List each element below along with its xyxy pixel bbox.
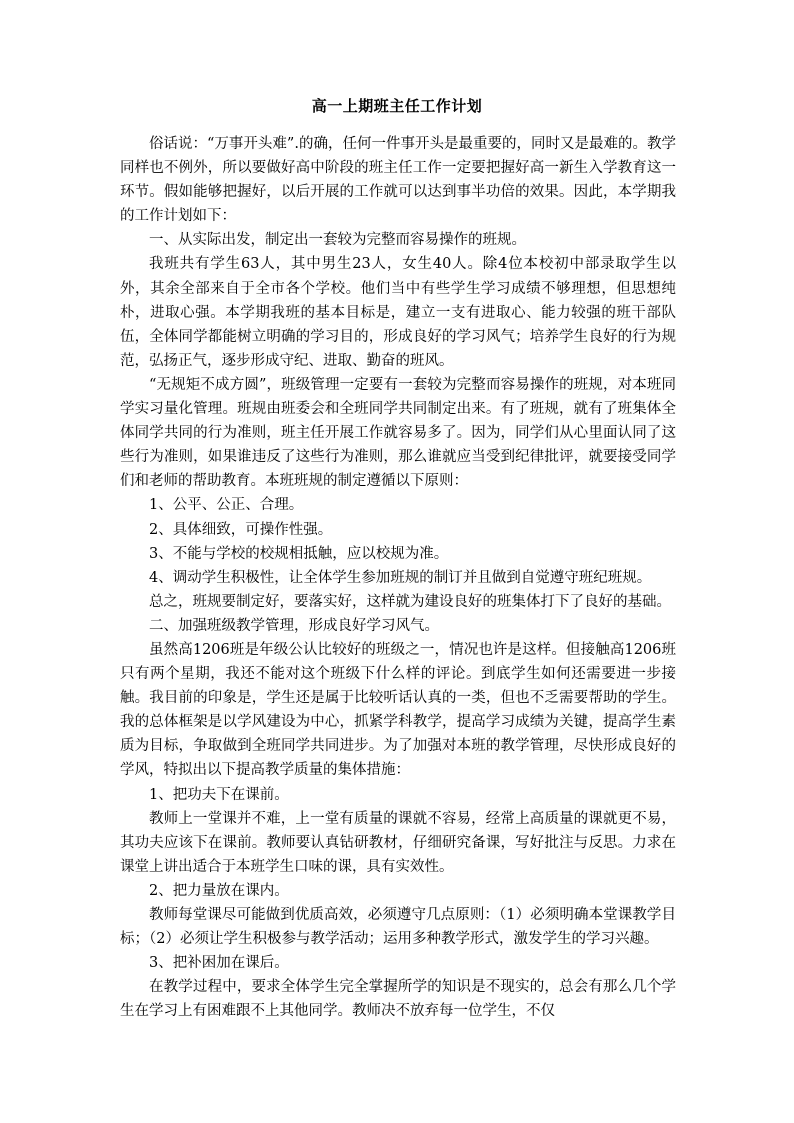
list-item-principle-2: 2、具体细致，可操作性强。: [149, 521, 333, 538]
list-item-principle-4: 4、调动学生积极性，让全体学生参加班规的制订并且做到自觉遵守班纪班规。: [149, 569, 652, 586]
paragraph-measure-2: 教师每堂课尽可能做到优质高效，必须遵守几点原则：（1）必须明确本堂课教学目标；（2）必须让学生积极参与教学活动；运用多种教学形式，激发学生的学习兴趣。: [120, 907, 676, 948]
list-item-measure-1: 1、把功夫下在课前。: [149, 786, 289, 803]
list-item-measure-2: 2、把力量放在课内。: [149, 882, 289, 899]
paragraph-class-overview: 我班共有学生63人，其中男生23人，女生40人。除4位本校初中部录取学生以外，其余全部来自于全市各个学校。他们当中有些学生学习成绩不够理想，但思想纯朴，进取心强。本学期我班的基本目标是，建立一支有进取心、能力较强的班干部队伍，全体同学都能树立明确的学习目的，形成良好的学习风气；培养学生良好的行为规范，弘扬正气，逐步形成守纪、进取、勤奋的班风。: [120, 256, 676, 369]
list-item-measure-3: 3、把补困加在课后。: [149, 955, 289, 972]
list-item-principle-3: 3、不能与学校的校规相抵触，应以校规为准。: [149, 545, 449, 562]
paragraph-class-rules: “无规矩不成方圆”，班级管理一定要有一套较为完整而容易操作的班规，对本班同学实习量化管理。班规由班委会和全班同学共同制定出来。有了班规，就有了班集体全体同学共同的行为准则，班主任开展工作就容易多了。因为，同学们从心里面认同了这些行为准则，如果谁违反了这些行为准则，那么谁就应当受到纪律批评，就要接受同学们和老师的帮助教育。本班班规的制定遵循以下原则：: [120, 376, 676, 490]
section-heading-1: 一、从实际出发，制定出一套较为完整而容易操作的班规。: [149, 232, 526, 249]
list-item-principle-1: 1、公平、公正、合理。: [149, 497, 304, 514]
paragraph-measure-1: 教师上一堂课并不难，上一堂有质量的课就不容易，经常上高质量的课就更不易，其功夫应该下在课前。教师要认真钻研教材，仔细研究备课，写好批注与反思。力求在课堂上讲出适合于本班学生口味的课，具有实效性。: [120, 810, 676, 875]
paragraph-intro: 俗话说：“万事开头难”.的确，任何一件事开头是最重要的，同时又是最难的。教学同样也不例外，所以要做好高中阶段的班主任工作一定要把握好高一新生入学教育这一环节。假如能够把握好，以后开展的工作就可以达到事半功倍的效果。因此，本学期我的工作计划如下：: [120, 136, 676, 225]
document-title: 高一上期班主任工作计划: [311, 97, 483, 115]
paragraph-teaching-management: 虽然高1206班是年级公认比较好的班级之一，情况也许是这样。但接触高1206班只有两个星期，我还不能对这个班级下什么样的评论。到底学生如何还需要进一步接触。我目前的印象是，学生还是属于比较听话认真的一类，但也不乏需要帮助的学生。我的总体框架是以学风建设为中心，抓紧学科教学，提高学习成绩为关键，提高学生素质为目标，争取做到全班同学共同进步。为了加强对本班的教学管理，尽快形成良好的学风，特拟出以下提高教学质量的集体措施：: [120, 641, 676, 779]
document-body: [120, 132, 676, 1023]
section-heading-2: 二、加强班级教学管理，形成良好学习风气。: [149, 617, 439, 634]
paragraph-summary: 总之，班规要制定好，要落实好，这样就为建设良好的班集体打下了良好的基础。: [149, 593, 671, 610]
paragraph-measure-3: 在教学过程中，要求全体学生完全掌握所学的知识是不现实的，总会有那么几个学生在学习上有困难跟不上其他同学。教师决不放弃每一位学生，不仅: [120, 979, 676, 1020]
